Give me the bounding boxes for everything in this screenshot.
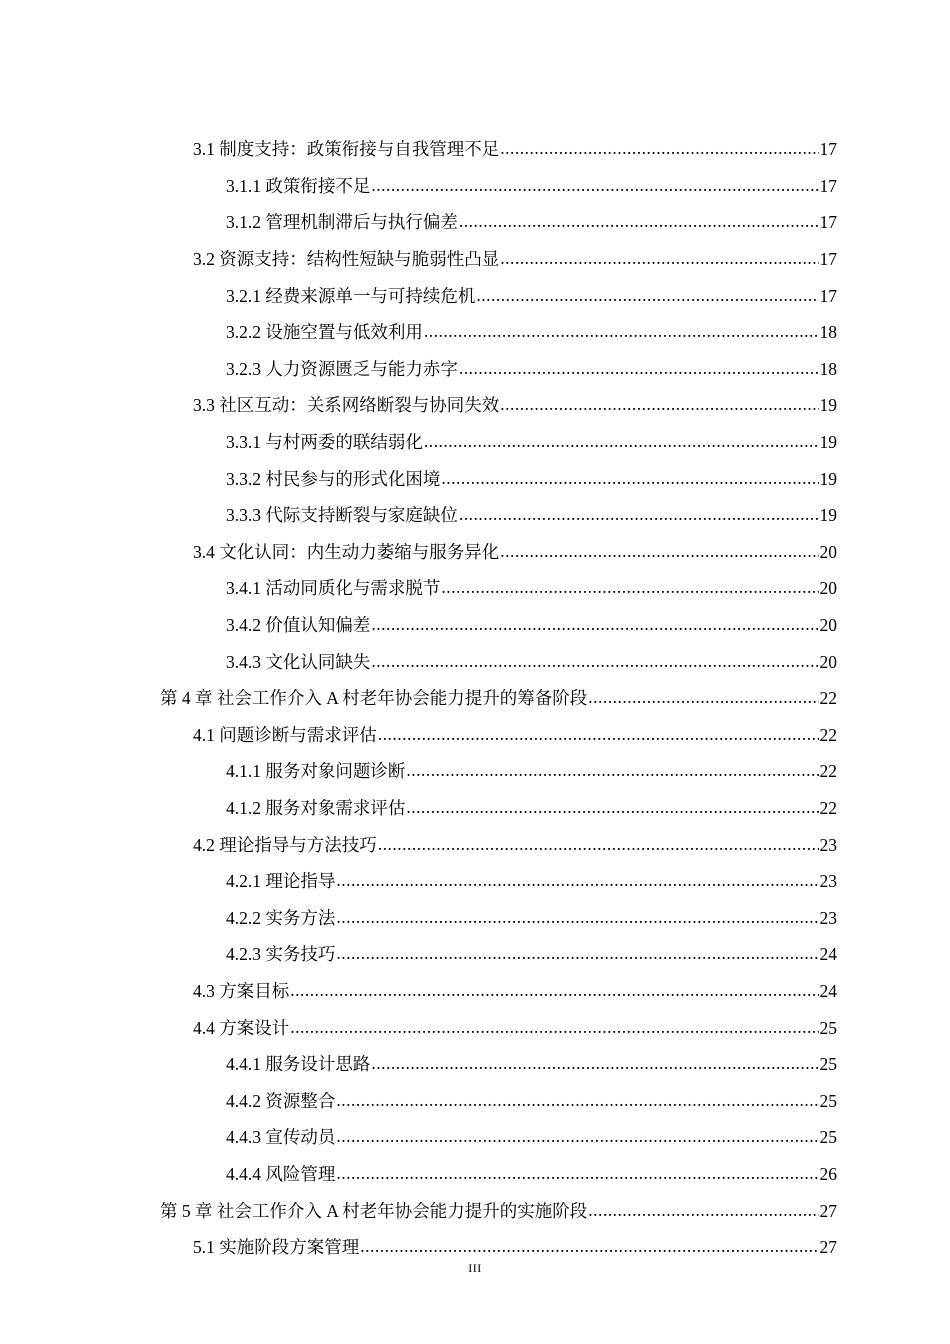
toc-entry-title: 方案目标 xyxy=(219,980,290,1001)
toc-entry-number: 3.3 xyxy=(193,395,220,416)
toc-entry-title: 实务技巧 xyxy=(265,944,336,965)
toc-entry[interactable] xyxy=(0,680,950,717)
toc-entry-title: 服务对象需求评估 xyxy=(265,797,406,818)
toc-entry-number: 4.2.1 xyxy=(226,871,266,892)
toc-entry-number: 4.2 xyxy=(193,834,220,855)
toc-entry-line xyxy=(226,469,837,489)
toc-entry-title: 实施阶段方案管理 xyxy=(219,1237,360,1258)
toc-entry-number: 4.1 xyxy=(193,724,220,745)
toc-entry-page-number: 25 xyxy=(819,1017,837,1038)
toc-dot-leader xyxy=(360,1236,818,1256)
toc-dot-leader xyxy=(336,1163,818,1183)
toc-entry[interactable] xyxy=(0,1119,950,1156)
toc-entry-number: 4.4 xyxy=(193,1017,220,1038)
toc-entry-page-number: 25 xyxy=(819,1127,837,1148)
toc-entry-page-number: 18 xyxy=(819,322,837,343)
toc-entry-page-number: 17 xyxy=(819,212,837,233)
toc-entry-page-number: 20 xyxy=(819,541,837,562)
toc-entry-page-number: 24 xyxy=(819,980,837,1001)
toc-entry-line xyxy=(193,139,837,159)
toc-entry-page-number: 22 xyxy=(819,761,837,782)
toc-entry[interactable] xyxy=(0,168,950,205)
toc-entry[interactable] xyxy=(0,607,950,644)
toc-entry-page-number: 23 xyxy=(819,907,837,928)
toc-entry-line xyxy=(193,395,837,415)
toc-entry-page-number: 19 xyxy=(819,468,837,489)
toc-entry[interactable] xyxy=(0,717,950,754)
toc-entry-number: 4.2.2 xyxy=(226,907,266,928)
toc-entry-page-number: 26 xyxy=(819,1163,837,1184)
toc-entry-line xyxy=(160,1201,837,1221)
toc-entry-page-number: 23 xyxy=(819,834,837,855)
toc-entry-number: 4.4.4 xyxy=(226,1163,266,1184)
toc-dot-leader xyxy=(588,1200,818,1220)
toc-entry-number: 3.4.1 xyxy=(226,578,266,599)
toc-dot-leader xyxy=(371,1053,818,1073)
toc-entry[interactable] xyxy=(0,1156,950,1193)
toc-entry-page-number: 20 xyxy=(819,651,837,672)
toc-entry-line xyxy=(226,652,837,672)
toc-entry-page-number: 24 xyxy=(819,944,837,965)
toc-dot-leader xyxy=(424,321,819,341)
toc-entry-line xyxy=(193,1237,837,1257)
toc-entry[interactable] xyxy=(0,1046,950,1083)
toc-entry[interactable] xyxy=(0,753,950,790)
toc-entry[interactable] xyxy=(0,1229,950,1266)
toc-dot-leader xyxy=(378,834,819,854)
toc-entry-number: 4.1.1 xyxy=(226,761,266,782)
toc-entry-title: 管理机制滞后与执行偏差 xyxy=(265,212,458,233)
toc-entry[interactable] xyxy=(0,936,950,973)
toc-entry-title: 价值认知偏差 xyxy=(265,615,371,636)
toc-entry[interactable] xyxy=(0,570,950,607)
toc-entry-page-number: 25 xyxy=(819,1054,837,1075)
toc-entry-title: 资源支持：结构性短缺与脆弱性凸显 xyxy=(219,249,500,270)
toc-dot-leader xyxy=(371,651,818,671)
toc-entry-page-number: 19 xyxy=(819,395,837,416)
toc-entry-title: 文化认同：内生动力萎缩与服务异化 xyxy=(219,541,500,562)
toc-entry-page-number: 17 xyxy=(819,285,837,306)
toc-entry[interactable] xyxy=(0,643,950,680)
toc-dot-leader xyxy=(459,211,819,231)
toc-entry-number: 4.4.1 xyxy=(226,1054,266,1075)
toc-entry[interactable] xyxy=(0,790,950,827)
toc-entry-title: 社会工作介入 A 村老年协会能力提升的筹备阶段 xyxy=(216,688,588,709)
toc-dot-leader xyxy=(406,797,818,817)
toc-entry-line xyxy=(226,1091,837,1111)
toc-dot-leader xyxy=(336,943,818,963)
toc-entry-number: 3.3.2 xyxy=(226,468,266,489)
toc-dot-leader xyxy=(441,468,818,488)
toc-entry-line xyxy=(226,359,837,379)
toc-entry-line xyxy=(226,871,837,891)
toc-entry[interactable] xyxy=(0,241,950,278)
toc-entry-line xyxy=(226,1164,837,1184)
toc-entry-number: 第 4 章 xyxy=(160,688,217,709)
toc-entry-line xyxy=(226,505,837,525)
toc-entry-title: 制度支持：政策衔接与自我管理不足 xyxy=(219,139,500,160)
toc-entry-page-number: 17 xyxy=(819,175,837,196)
toc-entry-title: 实务方法 xyxy=(265,907,336,928)
toc-entry-number: 第 5 章 xyxy=(160,1200,217,1221)
toc-entry-line xyxy=(226,578,837,598)
toc-entry-title: 服务设计思路 xyxy=(265,1054,371,1075)
toc-entry-line xyxy=(226,286,837,306)
toc-entry[interactable] xyxy=(0,899,950,936)
toc-entry-number: 3.3.1 xyxy=(226,432,266,453)
toc-entry-line xyxy=(160,688,837,708)
toc-dot-leader xyxy=(290,1017,818,1037)
toc-entry-title: 宣传动员 xyxy=(265,1127,336,1148)
toc-entry-title: 服务对象问题诊断 xyxy=(265,761,406,782)
toc-entry-title: 设施空置与低效利用 xyxy=(265,322,423,343)
toc-entry-page-number: 18 xyxy=(819,358,837,379)
toc-entry-title: 社区互动：关系网络断裂与协同失效 xyxy=(219,395,500,416)
toc-entry[interactable] xyxy=(0,351,950,388)
toc-entry-line xyxy=(193,725,837,745)
toc-entry-title: 经费来源单一与可持续危机 xyxy=(265,285,476,306)
toc-entry-number: 4.1.2 xyxy=(226,797,266,818)
toc-entry-title: 活动同质化与需求脱节 xyxy=(265,578,441,599)
toc-entry[interactable] xyxy=(0,460,950,497)
toc-entry-page-number: 19 xyxy=(819,505,837,526)
toc-entry[interactable] xyxy=(0,826,950,863)
toc-entry-line xyxy=(226,176,837,196)
toc-entry-number: 3.4.3 xyxy=(226,651,266,672)
toc-entry-line xyxy=(193,1018,837,1038)
toc-entry-line xyxy=(193,835,837,855)
toc-dot-leader xyxy=(500,248,818,268)
toc-dot-leader xyxy=(336,907,818,927)
toc-entry-page-number: 25 xyxy=(819,1090,837,1111)
toc-entry-title: 社会工作介入 A 村老年协会能力提升的实施阶段 xyxy=(216,1200,588,1221)
toc-entry-title: 文化认同缺失 xyxy=(265,651,371,672)
toc-dot-leader xyxy=(588,687,818,707)
toc-entry[interactable] xyxy=(0,277,950,314)
toc-entry[interactable] xyxy=(0,387,950,424)
toc-entry-page-number: 20 xyxy=(819,578,837,599)
toc-entry-number: 3.1.2 xyxy=(226,212,266,233)
toc-entry-line xyxy=(193,542,837,562)
toc-entry-page-number: 20 xyxy=(819,615,837,636)
toc-entry[interactable] xyxy=(0,1009,950,1046)
toc-entry-title: 与村两委的联结弱化 xyxy=(265,432,423,453)
toc-dot-leader xyxy=(459,504,819,524)
toc-entry-number: 3.2.3 xyxy=(226,358,266,379)
toc-entry-number: 4.4.3 xyxy=(226,1127,266,1148)
toc-entry-number: 3.2.2 xyxy=(226,322,266,343)
toc-entry-number: 4.2.3 xyxy=(226,944,266,965)
toc-entry-number: 3.1 xyxy=(193,139,220,160)
toc-dot-leader xyxy=(500,138,818,158)
toc-entry-number: 3.3.3 xyxy=(226,505,266,526)
toc-entry[interactable] xyxy=(0,204,950,241)
toc-entry-line xyxy=(226,212,837,232)
toc-dot-leader xyxy=(500,541,818,561)
toc-entry-number: 4.3 xyxy=(193,980,220,1001)
toc-entry-line xyxy=(226,322,837,342)
toc-entry-page-number: 27 xyxy=(819,1200,837,1221)
toc-entry-title: 方案设计 xyxy=(219,1017,290,1038)
toc-entry-page-number: 22 xyxy=(819,724,837,745)
toc-dot-leader xyxy=(371,614,818,634)
toc-entry-line xyxy=(193,981,837,1001)
toc-entry-number: 3.2 xyxy=(193,249,220,270)
toc-entry-line xyxy=(226,1127,837,1147)
toc-entry-title: 代际支持断裂与家庭缺位 xyxy=(265,505,458,526)
toc-dot-leader xyxy=(459,358,819,378)
toc-entry-number: 3.1.1 xyxy=(226,175,266,196)
toc-dot-leader xyxy=(500,394,818,414)
toc-entry-line xyxy=(226,432,837,452)
toc-entry[interactable] xyxy=(0,1082,950,1119)
toc-entry-number: 4.4.2 xyxy=(226,1090,266,1111)
toc-entry-page-number: 19 xyxy=(819,432,837,453)
toc-entry-page-number: 22 xyxy=(819,688,837,709)
toc-dot-leader xyxy=(336,1090,818,1110)
toc-dot-leader xyxy=(424,431,819,451)
toc-entry-line xyxy=(226,761,837,781)
toc-entry-line xyxy=(226,1054,837,1074)
toc-entry-page-number: 27 xyxy=(819,1237,837,1258)
toc-entry-line xyxy=(226,944,837,964)
table-of-contents xyxy=(0,131,950,1265)
toc-entry-title: 人力资源匮乏与能力赤字 xyxy=(265,358,458,379)
toc-dot-leader xyxy=(290,980,818,1000)
toc-entry[interactable] xyxy=(0,497,950,534)
toc-dot-leader xyxy=(336,1126,818,1146)
toc-dot-leader xyxy=(378,724,819,744)
toc-entry[interactable] xyxy=(0,863,950,900)
toc-entry-title: 理论指导与方法技巧 xyxy=(219,834,377,855)
toc-entry[interactable] xyxy=(0,973,950,1010)
toc-entry-title: 理论指导 xyxy=(265,871,336,892)
toc-entry-line xyxy=(226,798,837,818)
toc-entry-title: 政策衔接不足 xyxy=(265,175,371,196)
toc-entry[interactable] xyxy=(0,424,950,461)
toc-dot-leader xyxy=(336,870,818,890)
toc-entry-number: 3.2.1 xyxy=(226,285,266,306)
toc-entry[interactable] xyxy=(0,534,950,571)
toc-entry-title: 资源整合 xyxy=(265,1090,336,1111)
toc-entry-number: 5.1 xyxy=(193,1237,220,1258)
toc-entry-line xyxy=(226,615,837,635)
toc-entry-page-number: 17 xyxy=(819,139,837,160)
toc-entry-number: 3.4 xyxy=(193,541,220,562)
toc-entry-title: 村民参与的形式化困境 xyxy=(265,468,441,489)
page-number-footer: III xyxy=(468,1261,482,1275)
toc-dot-leader xyxy=(441,577,818,597)
toc-entry[interactable] xyxy=(0,1192,950,1229)
toc-entry-page-number: 17 xyxy=(819,249,837,270)
toc-entry-line xyxy=(226,908,837,928)
toc-dot-leader xyxy=(476,285,818,305)
toc-entry[interactable] xyxy=(0,131,950,168)
toc-entry-page-number: 22 xyxy=(819,797,837,818)
toc-entry-title: 问题诊断与需求评估 xyxy=(219,724,377,745)
toc-entry[interactable] xyxy=(0,314,950,351)
toc-dot-leader xyxy=(371,175,818,195)
toc-entry-number: 3.4.2 xyxy=(226,615,266,636)
toc-entry-title: 风险管理 xyxy=(265,1163,336,1184)
toc-dot-leader xyxy=(406,760,818,780)
toc-entry-page-number: 23 xyxy=(819,871,837,892)
toc-entry-line xyxy=(193,249,837,269)
